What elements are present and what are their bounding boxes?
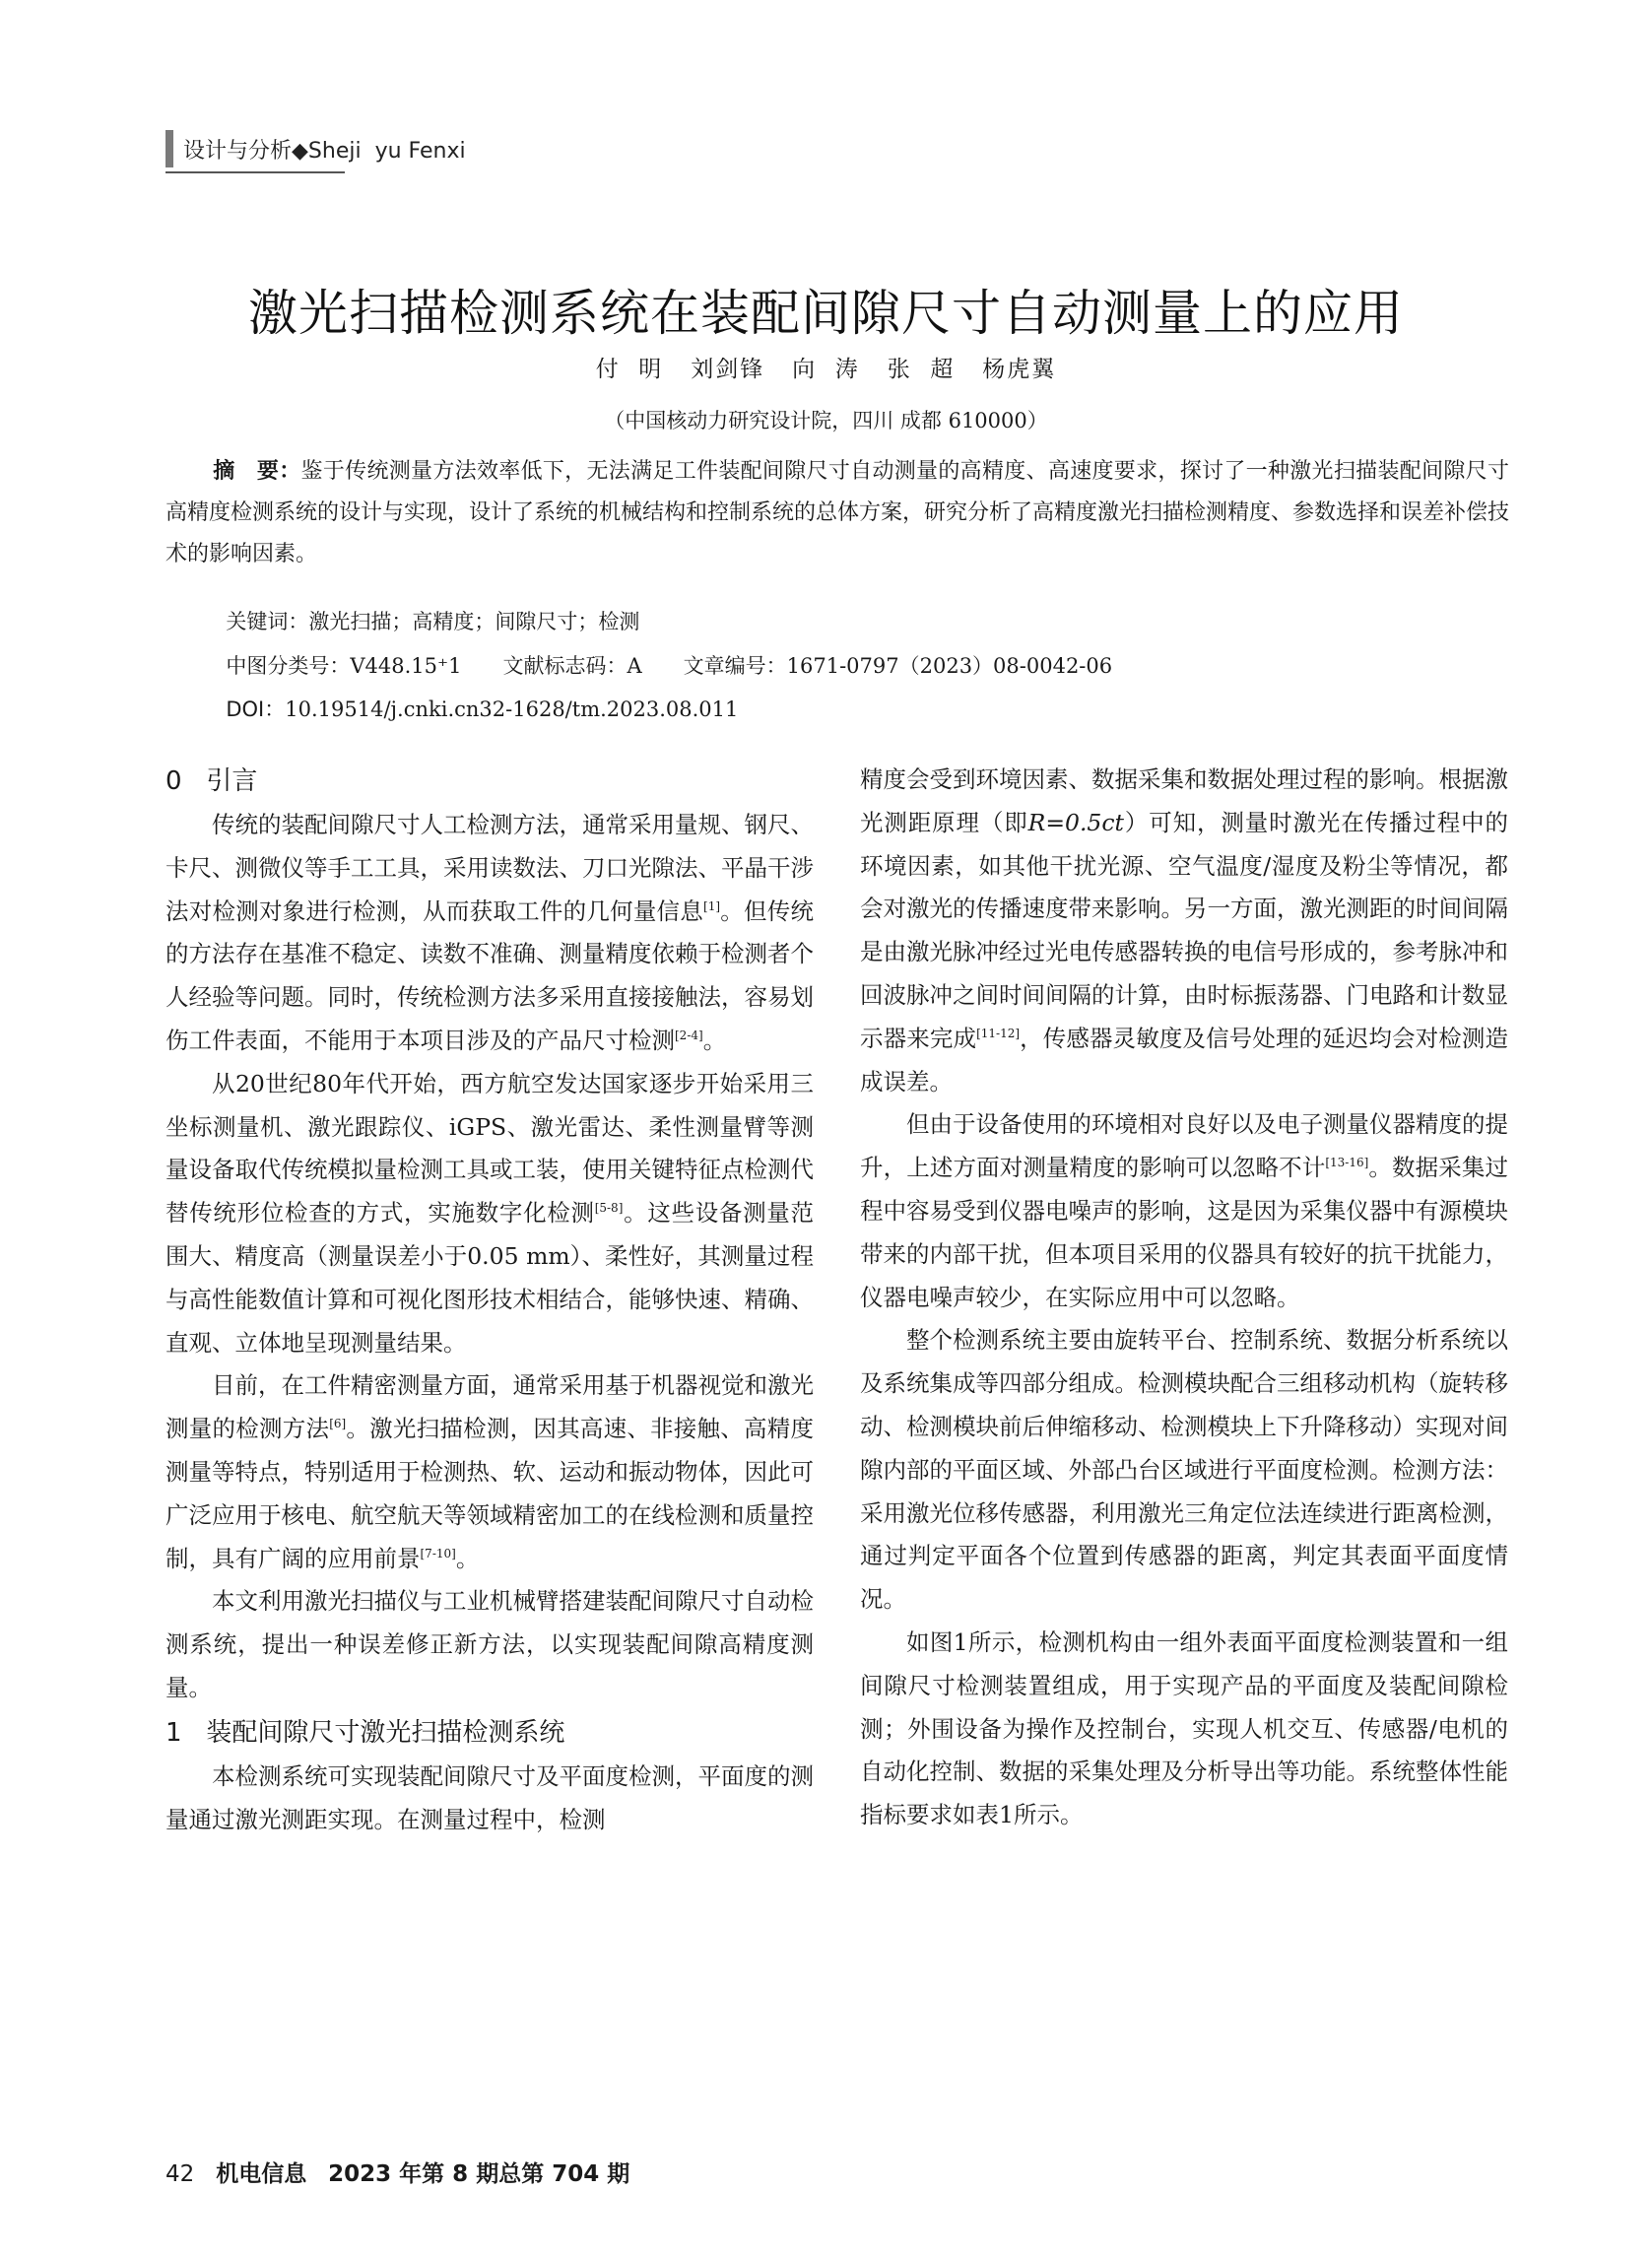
header-underline	[165, 171, 345, 173]
affiliation: （中国核动力研究设计院，四川 成都 610000）	[604, 409, 1048, 432]
paragraph: 目前，在工件精密测量方面，通常采用基于机器视觉和激光测量的检测方法[6]。激光扫描检测，因其高速、非接触、高精度测量等特点，特别适用于检测热、软、运动和振动物体，因此可广泛应用于核电、航空航天等领域精密加工的在线检测和质量控制，具有广阔的应用前景[7-10]。	[165, 1371, 815, 1572]
citation: [2-4]	[675, 1029, 703, 1043]
doc-code-label: 文献标志码：	[502, 654, 628, 678]
paragraph: 整个检测系统主要由旋转平台、控制系统、数据分析系统以及系统集成等四部分组成。检测模块配合三组移动机构（旋转移动、检测模块前后伸缩移动、检测模块上下升降移动）实现对间隙内部的平面区域、外部凸台区域进行平面度检测。检测方法：采用激光位移传感器，利用激光三角定位法连续进行距离检测，通过判定平面各个位置到传感器的距离，判定其表面平面度情况。	[860, 1326, 1508, 1614]
doi-label: DOI：	[226, 697, 286, 721]
keywords-text: 激光扫描；高精度；间隙尺寸；检测	[308, 610, 640, 633]
article-title: 激光扫描检测系统在装配间隙尺寸自动测量上的应用	[248, 285, 1404, 342]
citation: [13-16]	[1325, 1156, 1369, 1170]
issue-info: 2023 年第 8 期总第 704 期	[328, 2161, 630, 2187]
section-0-heading: 0 引言	[165, 766, 258, 796]
page-number: 42	[165, 2161, 195, 2187]
citation: [1]	[703, 898, 721, 913]
paragraph: 如图1所示，检测机构由一组外表面平面度检测装置和一组间隙尺寸检测装置组成，用于实现产品的平面度及装配间隙检测；外围设备为操作及控制台，实现人机交互、传感器/电机的自动化控制、数据的采集处理及分析导出等功能。系统整体性能指标要求如表1所示。	[860, 1627, 1508, 1829]
clc-label: 中图分类号：	[226, 654, 351, 678]
author-list: 付 明 刘剑锋 向 涛 张 超 杨虎翼	[595, 357, 1057, 382]
article-no-value: 1671-0797（2023）08-0042-06	[786, 654, 1113, 678]
citation: [5-8]	[594, 1201, 624, 1216]
paragraph: 本文利用激光扫描仪与工业机械臂搭建装配间隙尺寸自动检测系统，提出一种误差修正新方法，以实现装配间隙高精度测量。	[165, 1587, 814, 1701]
abstract-label: 摘 要：	[213, 459, 301, 484]
clc-value: V448.15⁺1	[350, 654, 462, 678]
doi	[213, 670, 738, 723]
paragraph: 但由于设备使用的环境相对良好以及电子测量仪器精度的提升，上述方面对测量精度的影响可以忽略不计[13-16]。数据采集过程中容易受到仪器电噪声的影响，这是因为采集仪器中有源模块带来的内部干扰，但本项目采用的仪器具有较好的抗干扰能力，仪器电噪声较少，在实际应用中可以忽略。	[860, 1110, 1509, 1311]
keywords-label: 关键词：	[226, 610, 309, 633]
journal-name: 机电信息	[216, 2161, 307, 2187]
formula: R=0.5ct	[1027, 808, 1124, 836]
paragraph: 从20世纪80年代开始，西方航空发达国家逐步开始采用三坐标测量机、激光跟踪仪、iGPS、激光雷达、柔性测量臂等测量设备取代传统模拟量检测工具或工装，使用关键特征点检测代替传统形位检查的方式，实施数字化检测[5-8]。这些设备测量范围大、精度高（测量误差小于0.05 mm）、柔性好，其测量过程与高性能数值计算和可视化图形技术相结合，能够快速、精确、直观、立体地呈现测量结果。	[165, 1069, 815, 1357]
citation: [6]	[329, 1417, 347, 1431]
abstract-text: 鉴于传统测量方法效率低下，无法满足工件装配间隙尺寸自动测量的高精度、高速度要求，探讨了一种激光扫描装配间隙尺寸高精度检测系统的设计与实现，设计了系统的机械结构和控制系统的总体方案，研究分析了高精度激光扫描检测精度、参数选择和误差补偿技术的影响因素。	[165, 459, 1510, 566]
section-1-heading: 1 装配间隙尺寸激光扫描检测系统	[165, 1717, 565, 1748]
citation: [11-12]	[976, 1026, 1021, 1040]
left-column	[165, 759, 814, 1841]
doc-code-value: A	[627, 654, 642, 678]
section-label: 设计与分析◆Sheji yu Fenxi	[183, 138, 466, 164]
page-footer	[165, 2156, 629, 2188]
paragraph: 精度会受到环境因素、数据采集和数据处理过程的影响。根据激光测距原理（即R=0.5ct）可知，测量时激光在传播过程中的环境因素，如其他干扰光源、空气温度/湿度及粉尘等情况，都会对激光的传播速度带来影响。另一方面，激光测距的时间间隔是由激光脉冲经过光电传感器转换的电信号形成的，参考脉冲和回波脉冲之间时间间隔的计算，由时标振荡器、门电路和计数显示器来完成[11-12]，传感器灵敏度及信号处理的延迟均会对检测造成误差。	[860, 765, 1509, 1095]
doi-value: 10.19514/j.cnki.cn32-1628/tm.2023.08.011	[285, 697, 739, 721]
paragraph: 本检测系统可实现装配间隙尺寸及平面度检测，平面度的测量通过激光测距实现。在测量过程中，检测	[165, 1761, 814, 1833]
citation: [7-10]	[420, 1546, 456, 1560]
article-no-label: 文章编号：	[683, 654, 787, 678]
header-bar	[165, 130, 173, 167]
right-column	[860, 759, 1508, 1837]
section-header	[165, 126, 466, 171]
paragraph: 传统的装配间隙尺寸人工检测方法，通常采用量规、钢尺、卡尺、测微仪等手工工具，采用读数法、刀口光隙法、平晶干涉法对检测对象进行检测，从而获取工件的几何量信息[1]。但传统的方法存在基准不稳定、读数不准确、测量精度依赖于检测者个人经验等问题。同时，传统检测方法多采用直接接触法，容易划伤工件表面，不能用于本项目涉及的产品尺寸检测[2-4]。	[165, 811, 815, 1054]
abstract	[165, 451, 1509, 575]
